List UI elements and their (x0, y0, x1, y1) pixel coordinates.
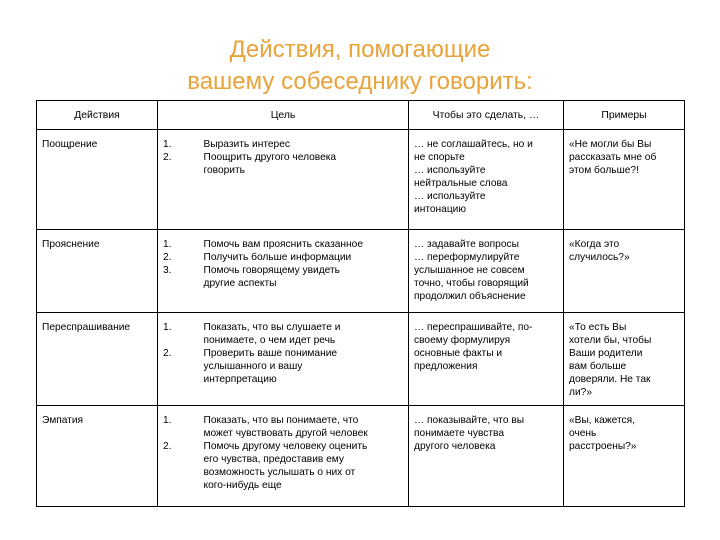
goal-cell-line: кого-нибудь еще (203, 480, 282, 491)
goal-number-cell-line: 1. (163, 415, 172, 426)
goal-number-cell-line (163, 427, 195, 440)
how-cell-line: услышанное не совсем (414, 265, 525, 276)
goal-cell (199, 313, 409, 406)
header-how: Чтобы это сделать, … (409, 101, 564, 130)
how-cell-line: … переспрашивайте, по- (414, 322, 533, 333)
example-cell-line: случилось?» (569, 252, 630, 263)
how-cell-line: … показывайте, что вы (414, 415, 525, 426)
goal-number-cell-line: 1. (163, 239, 172, 250)
how-cell (409, 406, 564, 507)
how-cell-line: основные факты и (414, 348, 503, 359)
action-cell (37, 313, 158, 406)
how-cell-line: точно, чтобы говорящий (414, 278, 529, 289)
action-cell (37, 130, 158, 230)
goal-cell-line: возможность услышать о них от (203, 467, 356, 478)
example-cell-line: «То есть Вы (569, 322, 627, 333)
example-cell-line: «Когда это (569, 239, 620, 250)
header-goal: Цель (158, 101, 409, 130)
action-cell (37, 230, 158, 313)
title-line-2: вашему собеседнику говорить: (187, 68, 533, 95)
goal-number-cell (158, 130, 199, 230)
how-cell-line: … задавайте вопросы (414, 239, 519, 250)
goal-number-cell-line: 2. (163, 152, 172, 163)
example-cell-line: доверяли. Не так (569, 374, 651, 385)
goal-cell-line: услышанного и вашу (203, 361, 303, 372)
action-cell-text: Эмпатия (42, 415, 84, 426)
goal-cell-line: говорить (203, 165, 245, 176)
goal-number-cell (158, 230, 199, 313)
example-cell (564, 230, 685, 313)
goal-cell-line: его чувства, предоставив ему (203, 454, 345, 465)
example-cell-line: вам больше (569, 361, 627, 372)
how-cell-line: … используйте (414, 191, 486, 202)
example-cell (564, 130, 685, 230)
example-cell-line: «Не могли бы Вы (569, 139, 652, 150)
example-cell-line: хотели бы, чтобы (569, 335, 652, 346)
how-cell-line: предложения (414, 361, 478, 372)
header-examples: Примеры (564, 101, 685, 130)
how-cell-line: интонацию (414, 204, 467, 215)
how-cell-line: … переформулируйте (414, 252, 520, 263)
table-row (37, 406, 685, 507)
action-cell-text: Переспрашивание (42, 322, 131, 333)
goal-cell-line: другие аспекты (203, 278, 277, 289)
goal-cell-line: Выразить интерес (203, 139, 290, 150)
goal-cell-line: может чувствовать другой человек (203, 428, 368, 439)
table-row (37, 313, 685, 406)
example-cell-line: Ваши родители (569, 348, 643, 359)
action-cell-text: Прояснение (42, 239, 100, 250)
page-title (0, 34, 720, 98)
how-cell-line: другого человека (414, 441, 496, 452)
goal-cell (199, 406, 409, 507)
goal-cell-line: Проверить ваше понимание (203, 348, 338, 359)
example-cell-line: очень (569, 428, 597, 439)
how-cell-line: своему формулируя (414, 335, 511, 346)
goal-cell-line: Помочь другому человеку оценить (203, 441, 368, 452)
action-cell-text: Поощрение (42, 139, 98, 150)
action-cell (37, 406, 158, 507)
example-cell (564, 406, 685, 507)
example-cell-line: расстроены?» (569, 441, 637, 452)
example-cell-line: «Вы, кажется, (569, 415, 635, 426)
goal-cell-line: Помочь вам прояснить сказанное (203, 239, 364, 250)
how-cell-line: понимаете чувства (414, 428, 504, 439)
goal-cell-line: интерпретацию (203, 374, 277, 385)
example-cell (564, 313, 685, 406)
table-header-row (37, 101, 685, 130)
title-line-1: Действия, помогающие (229, 36, 491, 63)
goal-cell-line: Поощрить другого человека (203, 152, 337, 163)
goal-number-cell-line: 2. (163, 441, 172, 452)
goal-cell-line: Получить больше информации (203, 252, 352, 263)
goal-number-cell-line: 1. (163, 139, 172, 150)
goal-number-cell (158, 313, 199, 406)
how-cell (409, 130, 564, 230)
goal-cell (199, 130, 409, 230)
example-cell-line: этом больше?! (569, 165, 639, 176)
goal-number-cell-line: 2. (163, 348, 172, 359)
how-cell (409, 230, 564, 313)
example-cell-line: ли?» (569, 387, 592, 398)
how-cell-line: нейтральные слова (414, 178, 508, 189)
header-actions: Действия (37, 101, 158, 130)
how-cell-line: … не соглашайтесь, но и (414, 139, 533, 150)
goal-number-cell-line (163, 334, 195, 347)
table-row (37, 130, 685, 230)
how-cell-line: … используйте (414, 165, 486, 176)
example-cell-line: рассказать мне об (569, 152, 657, 163)
goal-cell-line: Показать, что вы понимаете, что (203, 415, 359, 426)
goal-cell (199, 230, 409, 313)
goal-number-cell-line: 2. (163, 252, 172, 263)
goal-cell-line: понимаете, о чем идет речь (203, 335, 336, 346)
goal-cell-line: Помочь говорящему увидеть (203, 265, 340, 276)
goal-number-cell-line: 1. (163, 322, 172, 333)
actions-table (36, 100, 685, 507)
how-cell-line: не спорьте (414, 152, 465, 163)
how-cell-line: продолжил объяснение (414, 291, 526, 302)
goal-cell-line: Показать, что вы слушаете и (203, 322, 341, 333)
goal-number-cell-line: 3. (163, 265, 172, 276)
how-cell (409, 313, 564, 406)
table-row (37, 230, 685, 313)
goal-number-cell (158, 406, 199, 507)
